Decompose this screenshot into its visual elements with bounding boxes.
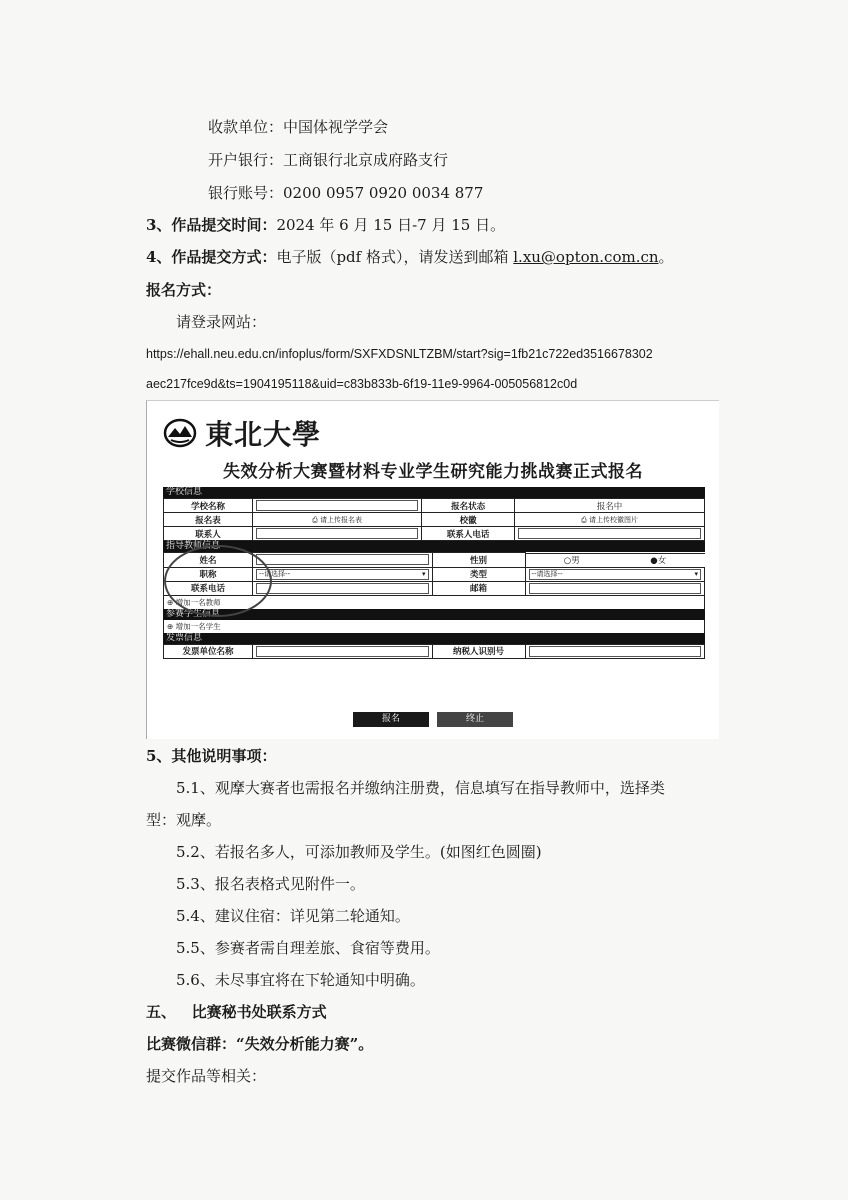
note-5-1b: 型：观摩。 (146, 811, 222, 829)
note-5-1a: 5.1、观摩大赛者也需报名并缴纳注册费，信息填写在指导教师中，选择类 (176, 779, 665, 797)
upload-icon: ⎙ (581, 515, 589, 524)
account-line: 银行账号：0200 0957 0920 0034 877 (208, 184, 484, 202)
email-input[interactable] (529, 583, 702, 594)
male-label: 男 (571, 556, 580, 566)
gender-female-radio[interactable] (650, 554, 666, 566)
school-name-input[interactable] (256, 500, 418, 511)
payee-line: 收款单位：中国体视学学会 (208, 118, 389, 136)
radio-icon: ● (650, 556, 658, 566)
badge-upload-link[interactable] (515, 513, 705, 527)
upload-icon: ⎙ (312, 515, 320, 524)
university-logo (163, 415, 321, 451)
contact-input[interactable] (256, 528, 418, 539)
item3-label: 3、作品提交时间： (146, 216, 277, 234)
chevron-down-icon: ▾ (694, 569, 698, 578)
gender-male-radio[interactable] (564, 554, 580, 566)
university-name: 東北大學 (205, 418, 322, 451)
badge-upload-text: 请上传校徽图片 (588, 515, 638, 524)
teacher-name-input[interactable] (256, 554, 429, 565)
section-student: 参赛学生信息 (163, 609, 705, 620)
submission-email-link[interactable]: l.xu@opton.com.cn (513, 248, 659, 266)
contact-phone-input[interactable] (518, 528, 701, 539)
item3 (146, 215, 505, 235)
item4-end: 。 (658, 248, 674, 266)
note-5-6: 5.6、未尽事宜将在下轮通知中明确。 (176, 971, 425, 989)
highlight-circle (164, 545, 272, 617)
item3-value: 2024 年 6 月 15 日-7 月 15 日。 (276, 216, 506, 234)
section-teacher: 指导教师信息 (163, 541, 705, 552)
badge-label: 校徽 (422, 513, 515, 527)
section5-heading: 五、 比赛秘书处联系方式 (146, 1003, 327, 1021)
status-value: 报名中 (515, 499, 705, 513)
invoice-table (163, 644, 705, 659)
registration-url-line2[interactable]: aec217fce9d&ts=1904195118&uid=c83b833b-6f19-11e9-9964-005056812c0d (146, 377, 578, 391)
note-5-5: 5.5、参赛者需自理差旅、食宿等费用。 (176, 939, 440, 957)
title-select[interactable] (256, 569, 429, 580)
item5-heading: 5、其他说明事项： (146, 747, 277, 765)
item4-value: 电子版（pdf 格式），请发送到邮箱 (276, 248, 514, 266)
contact-label: 联系人 (164, 527, 253, 541)
contact-phone-label: 联系人电话 (422, 527, 515, 541)
item4 (146, 247, 674, 267)
add-teacher-label: 增加一名教师 (175, 597, 221, 607)
submit-related: 提交作品等相关： (146, 1067, 267, 1085)
phone-input[interactable] (256, 583, 429, 594)
add-student-button[interactable] (163, 620, 705, 633)
invoice-unit-input[interactable] (256, 646, 429, 657)
title-label: 职称 (164, 567, 253, 581)
bank-line: 开户银行：工商银行北京成府路支行 (208, 151, 449, 169)
registration-heading: 报名方式： (146, 281, 222, 299)
add-icon: ⊕ (167, 597, 176, 607)
stop-button[interactable]: 终止 (437, 712, 513, 727)
form-upload-text: 请上传报名表 (319, 515, 362, 524)
add-icon: ⊕ (167, 621, 176, 631)
university-seal-icon (163, 416, 197, 450)
form-upload-label: 报名表 (164, 513, 253, 527)
tax-id-input[interactable] (529, 646, 702, 657)
school-table (163, 498, 705, 541)
gender-label: 性别 (432, 553, 525, 568)
female-label: 女 (657, 556, 667, 566)
chevron-down-icon: ▾ (421, 569, 426, 578)
form-title: 失效分析大赛暨材料专业学生研究能力挑战赛正式报名 (223, 462, 643, 482)
section-invoice: 发票信息 (163, 633, 705, 644)
type-label: 类型 (432, 567, 525, 581)
section-school: 学校信息 (163, 487, 705, 498)
item4-label: 4、作品提交方式： (146, 248, 277, 266)
form-upload-link[interactable] (253, 513, 422, 527)
school-name-label: 学校名称 (164, 499, 253, 513)
tax-id-label: 纳税人识别号 (432, 644, 525, 658)
form-buttons (147, 712, 719, 727)
note-5-3: 5.3、报名表格式见附件一。 (176, 875, 365, 893)
invoice-unit-label: 发票单位名称 (164, 644, 253, 658)
email-label: 邮箱 (432, 581, 525, 595)
note-5-4: 5.4、建议住宿：详见第二轮通知。 (176, 907, 410, 925)
type-select[interactable] (529, 569, 702, 580)
type-select-value: --请选择-- (531, 569, 563, 578)
phone-label: 联系电话 (164, 581, 253, 595)
note-5-2: 5.2、若报名多人，可添加教师及学生。(如图红色圆圈) (176, 843, 542, 861)
status-label: 报名状态 (422, 499, 515, 513)
title-select-value: --请选择-- (259, 569, 291, 578)
wechat-group: 比赛微信群：“失效分析能力赛”。 (146, 1035, 374, 1053)
radio-icon: ○ (563, 556, 572, 566)
login-instruction: 请登录网站： (176, 313, 267, 331)
submit-button[interactable]: 报名 (353, 712, 429, 727)
name-label: 姓名 (164, 553, 253, 568)
add-student-label: 增加一名学生 (175, 621, 221, 631)
registration-url-line1[interactable]: https://ehall.neu.edu.cn/infoplus/form/SXFXDSNLTZBM/start?sig=1fb21c722ed3516678302 (146, 347, 653, 361)
